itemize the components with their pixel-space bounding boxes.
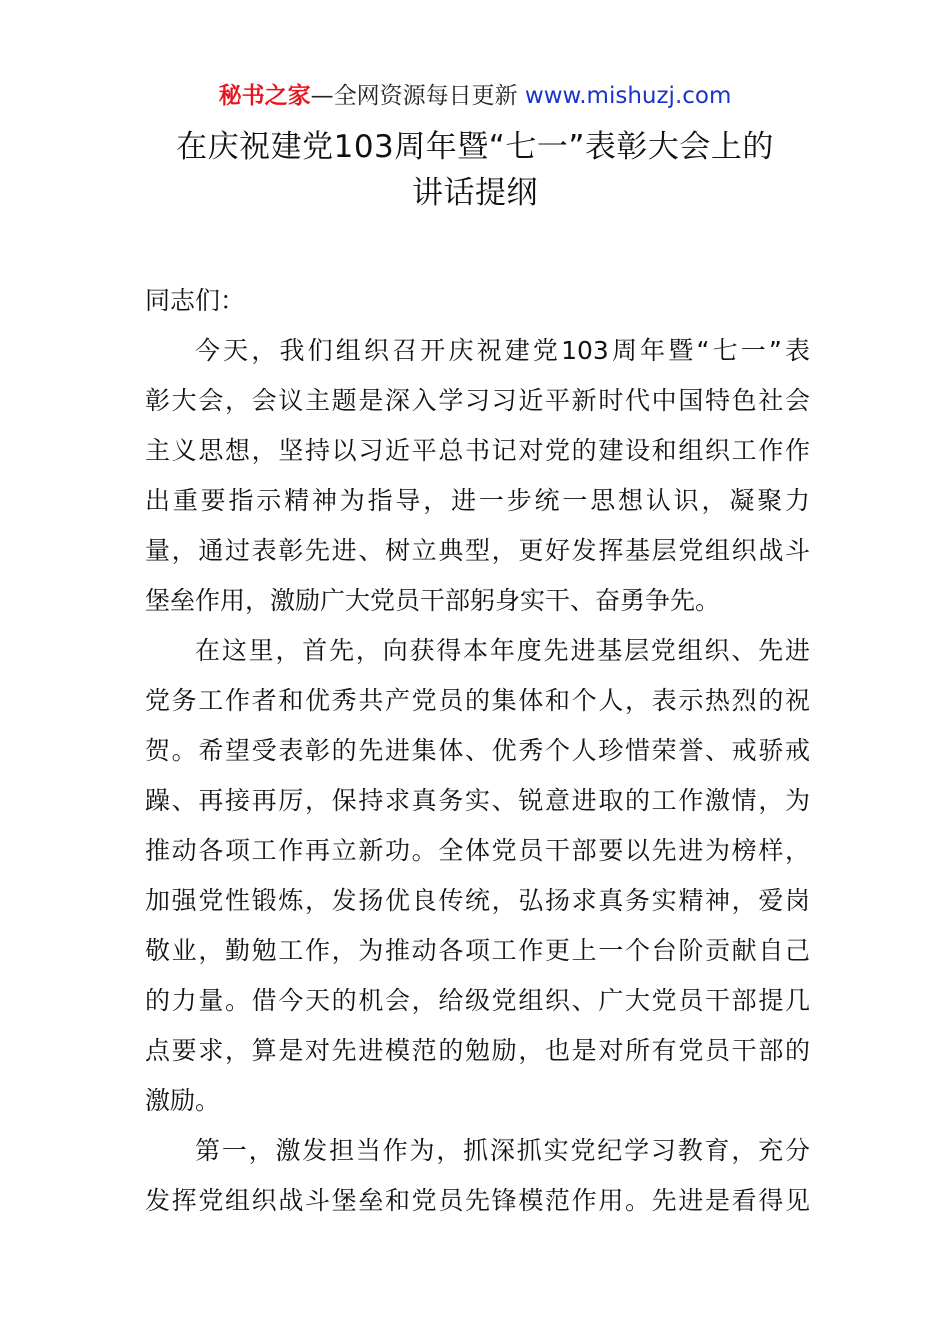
text-line: 的力量。借今天的机会，给级党组织、广大党员干部提几 [145, 986, 810, 1015]
text-line: 今天，我们组织召开庆祝建党103周年暨“七一”表 [195, 336, 810, 365]
text-line: 彰大会，会议主题是深入学习习近平新时代中国特色社会 [145, 386, 810, 415]
text-line: 躁、再接再厉，保持求真务实、锐意进取的工作激情，为 [145, 786, 810, 815]
text-line: 贺。希望受表彰的先进集体、优秀个人珍惜荣誉、戒骄戒 [145, 736, 810, 765]
header-banner [0, 80, 950, 112]
text-line: 在这里，首先，向获得本年度先进基层党组织、先进 [195, 636, 810, 665]
text-line: 推动各项工作再立新功。全体党员干部要以先进为榜样， [145, 836, 810, 865]
title-line-2: 讲话提纲 [412, 175, 538, 211]
banner-tagline: —全网资源每日更新 [310, 83, 525, 109]
document-title [100, 124, 850, 216]
document-body [145, 276, 810, 1226]
brand-name: 秘书之家 [218, 83, 311, 109]
text-line: 敬业，勤勉工作，为推动各项工作更上一个台阶贡献自己 [145, 936, 810, 965]
text-line: 量，通过表彰先进、树立典型，更好发挥基层党组织战斗 [145, 536, 810, 565]
text-line: 出重要指示精神为指导，进一步统一思想认识，凝聚力 [145, 486, 810, 515]
text-line: 第一，激发担当作为，抓深抓实党纪学习教育，充分 [195, 1136, 810, 1165]
website-link[interactable]: www.mishuzj.com [524, 83, 732, 109]
text-line: 堡垒作用，激励广大党员干部躬身实干、奋勇争先。 [145, 586, 721, 615]
text-line: 激励。 [145, 1086, 221, 1115]
text-line: 点要求，算是对先进模范的勉励，也是对所有党员干部的 [145, 1036, 810, 1065]
title-line-1: 在庆祝建党103周年暨“七一”表彰大会上的 [176, 129, 774, 165]
text-line: 党务工作者和优秀共产党员的集体和个人，表示热烈的祝 [145, 686, 810, 715]
salutation: 同志们： [145, 286, 246, 315]
text-line: 加强党性锻炼，发扬优良传统，弘扬求真务实精神，爱岗 [145, 886, 810, 915]
text-line: 主义思想，坚持以习近平总书记对党的建设和组织工作作 [145, 436, 810, 465]
text-line: 发挥党组织战斗堡垒和党员先锋模范作用。先进是看得见 [145, 1186, 810, 1215]
